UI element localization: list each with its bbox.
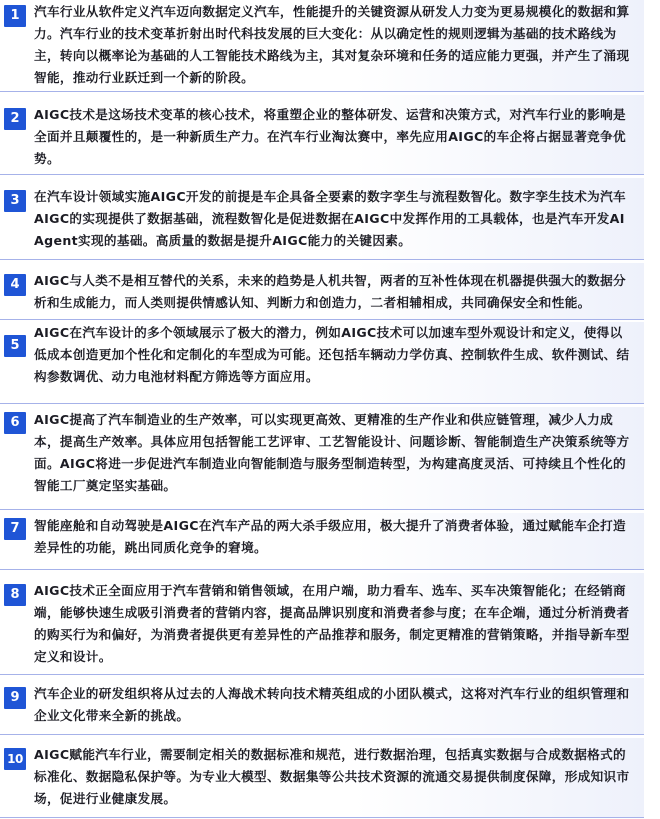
list-item-3 [0, 178, 644, 260]
item-text: 汽车企业的研发组织将从过去的人海战术转向技术精英组成的小团队模式，这将对汽车行业的组织管理和企业文化带来全新的挑战。 [34, 686, 630, 723]
item-text: AIGC技术正全面应用于汽车营销和销售领域，在用户端，助力看车、选车、买车决策智能化；在经销商端，能够快速生成吸引消费者的营销内容，提高品牌识别度和消费者参与度；在车企端，通过分析消费者的购买行为和偏好，为消费者提供更有差异性的产品推荐和服务，制定更精准的营销策略，并指导新车型定义和设计。 [34, 583, 630, 664]
item-number-badge: 7 [4, 518, 26, 540]
list-item-8 [0, 573, 644, 675]
item-text: 智能座舱和自动驾驶是AIGC在汽车产品的两大杀手级应用，极大提升了消费者体验，通过赋能车企打造差异性的功能，跳出同质化竞争的窘境。 [34, 518, 626, 555]
item-number-badge: 6 [4, 412, 26, 434]
list-item-2 [0, 95, 644, 175]
item-text: AIGC技术是这场技术变革的核心技术，将重塑企业的整体研发、运营和决策方式，对汽车行业的影响是全面并且颠覆性的，是一种新质生产力。在汽车行业淘汰赛中，率先应用AIGC的车企将占据显著竞争优势。 [34, 107, 626, 166]
item-number-badge: 9 [4, 687, 26, 709]
list-item-5 [0, 322, 644, 404]
item-number-badge: 10 [4, 748, 26, 770]
item-number-badge: 8 [4, 584, 26, 606]
item-text: AIGC在汽车设计的多个领域展示了极大的潜力，例如AIGC技术可以加速车型外观设计和定义，使得以低成本创造更加个性化和定制化的车型成为可能。还包括车辆动力学仿真、控制软件生成、软件测试、结构参数调优、动力电池材料配方筛选等方面应用。 [34, 325, 630, 384]
list-item-6 [0, 407, 644, 510]
item-number-badge: 5 [4, 335, 26, 357]
item-text: AIGC提高了汽车制造业的生产效率，可以实现更高效、更精准的生产作业和供应链管理，减少人力成本，提高生产效率。具体应用包括智能工艺评审、工艺智能设计、问题诊断、智能制造生产决策系统等方面。AIGC将进一步促进汽车制造业向智能制造与服务型制造转型，为构建高度灵活、可持续且个性化的智能工厂奠定坚实基础。 [34, 412, 630, 493]
list-item-9 [0, 678, 644, 735]
item-text: 在汽车设计领域实施AIGC开发的前提是车企具备全要素的数字孪生与流程数智化。数字孪生技术为汽车AIGC的实现提供了数据基础，流程数智化是促进数据在AIGC中发挥作用的工具载体，也是汽车开发AI Agent实现的基础。高质量的数据是提升AIGC能力的关键因素。 [34, 189, 626, 248]
list-item-1 [0, 0, 644, 92]
item-text: 汽车行业从软件定义汽车迈向数据定义汽车，性能提升的关键资源从研发人力变为更易规模化的数据和算力。汽车行业的技术变革折射出时代科技发展的巨大变化：从以确定性的规则逻辑为基础的技术路线为主，转向以概率论为基础的人工智能技术路线为主，其对复杂环境和任务的适应能力更强，并产生了涌现智能，推动行业跃迁到一个新的阶段。 [34, 4, 630, 85]
item-number-badge: 4 [4, 274, 26, 296]
item-text: AIGC与人类不是相互替代的关系，未来的趋势是人机共智，两者的互补性体现在机器提供强大的数据分析和生成能力，而人类则提供情感认知、判断力和创造力，二者相辅相成，共同确保安全和性能。 [34, 273, 626, 310]
list-item-7 [0, 513, 644, 570]
item-number-badge: 3 [4, 190, 26, 212]
list-item-4 [0, 263, 644, 320]
list-item-10 [0, 738, 644, 818]
item-number-badge: 1 [4, 5, 26, 27]
item-text: AIGC赋能汽车行业，需要制定相关的数据标准和规范，进行数据治理，包括真实数据与合成数据格式的标准化、数据隐私保护等。为专业大模型、数据集等公共技术资源的流通交易提供制度保障，形成知识市场，促进行业健康发展。 [34, 747, 630, 806]
item-number-badge: 2 [4, 108, 26, 130]
